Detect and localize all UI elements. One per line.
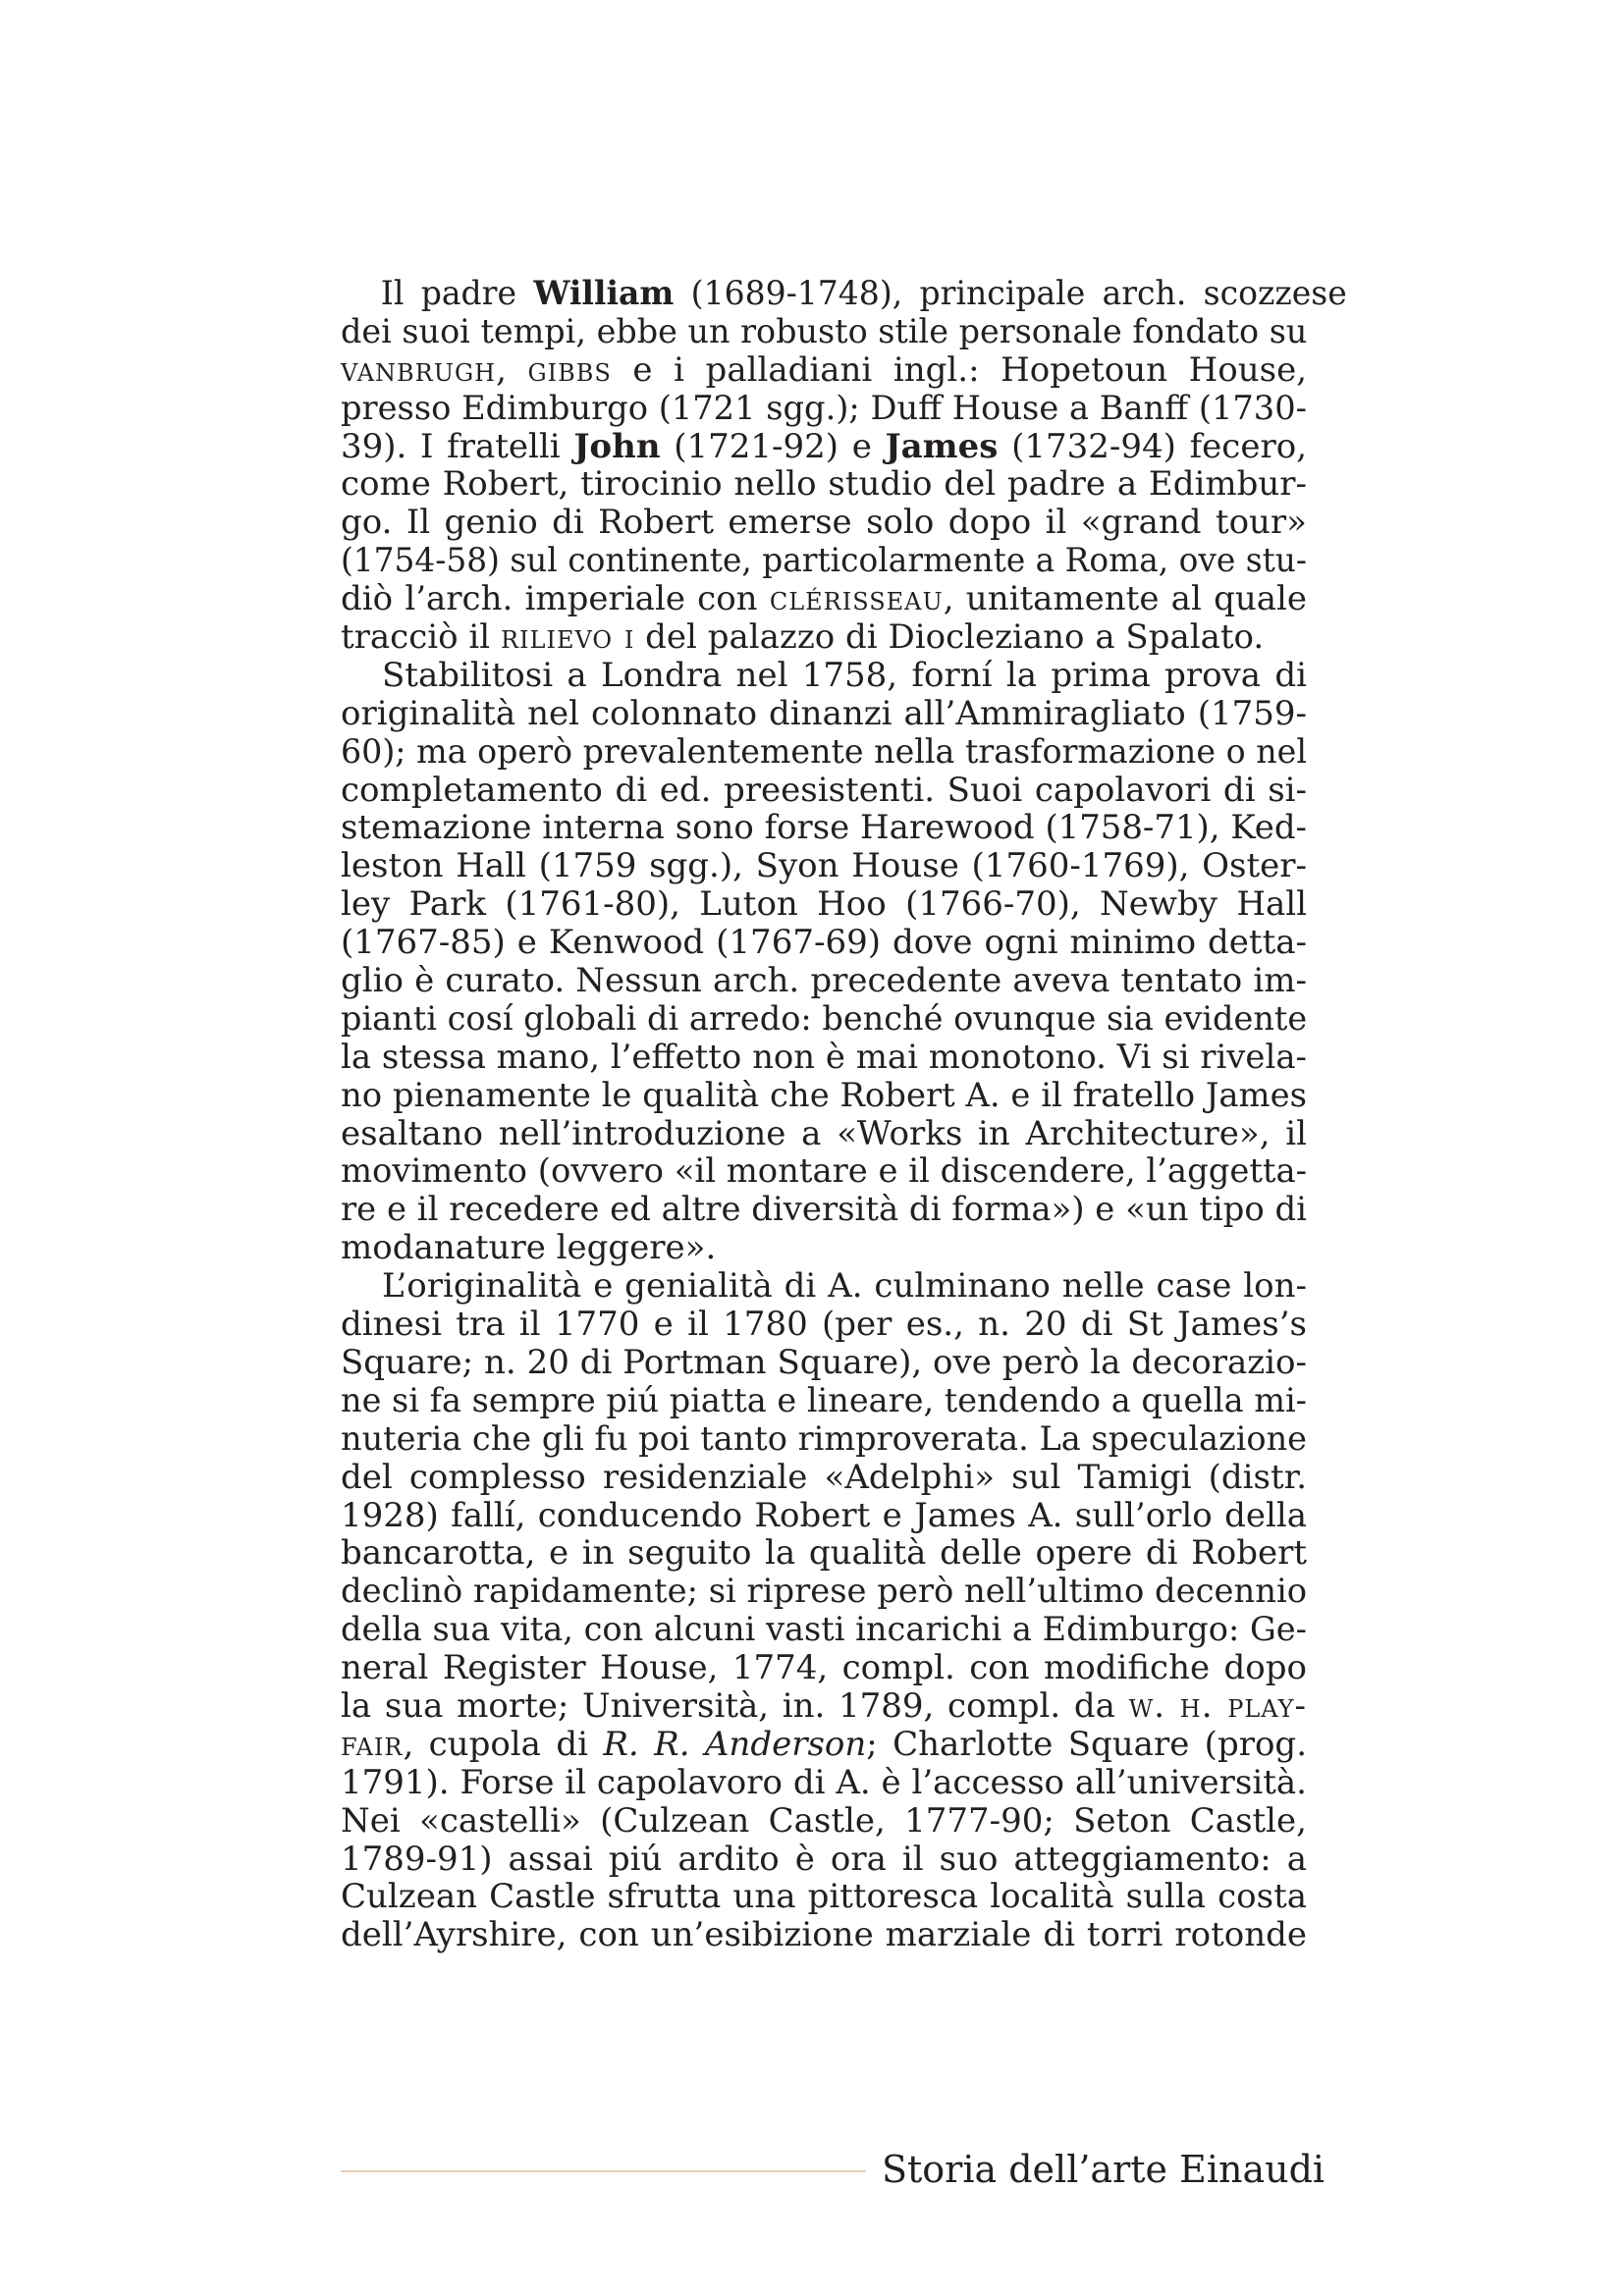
- text-line: [341, 504, 1307, 542]
- text-run: come Robert, tirocinio nello studio del padre a Edimbur-: [341, 464, 1307, 505]
- body-text: [341, 274, 1347, 1955]
- text-run: Culzean Castle sfrutta una pittoresca località sulla costa: [341, 1877, 1307, 1917]
- text-run: (1754-58) sul continente, particolarmente a Roma, ove stu-: [341, 541, 1307, 581]
- text-run: , cupola di: [403, 1724, 604, 1764]
- text-line: [341, 542, 1307, 580]
- text-run: del palazzo di Diocleziano a Spalato.: [634, 617, 1265, 658]
- text-line: [341, 1611, 1307, 1649]
- text-run: (1767-85) e Kenwood (1767-69) dove ogni minimo detta-: [341, 923, 1307, 963]
- text-run: modanature leggere».: [341, 1228, 717, 1268]
- small-caps-name: fair: [341, 1724, 404, 1764]
- text-line: [341, 428, 1307, 466]
- text-run: no pienamente le qualità che Robert A. e il fratello James: [341, 1075, 1308, 1115]
- text-run: 60); ma operò prevalentemente nella trasformazione o nel: [341, 731, 1307, 772]
- text-run: Nei «castelli» (Culzean Castle, 1777-90; Seton Castle,: [341, 1800, 1307, 1841]
- text-line: [341, 1649, 1307, 1687]
- text-run: Square; n. 20 di Portman Square), ove però la decorazio-: [341, 1342, 1307, 1382]
- bold-name: William: [533, 274, 675, 313]
- text-line: [341, 1152, 1307, 1191]
- text-run: tracciò il: [341, 617, 501, 658]
- italic-name: R. R. Anderson: [603, 1724, 867, 1764]
- text-line: [341, 1687, 1307, 1726]
- text-line: [341, 275, 1347, 313]
- small-caps-name: vanbrugh: [341, 349, 497, 390]
- text-run: leston Hall (1759 sgg.), Syon House (1760-1769), Oster-: [341, 846, 1307, 886]
- text-run: dei suoi tempi, ebbe un robusto stile personale fondato su: [341, 311, 1308, 351]
- text-run: , unitamente al quale: [943, 579, 1307, 619]
- text-line: [341, 809, 1307, 847]
- text-line: [341, 1764, 1307, 1802]
- text-line: [341, 924, 1307, 962]
- text-run: esaltano nell’introduzione a «Works in Architecture», il: [341, 1113, 1307, 1153]
- text-line: [341, 772, 1307, 810]
- text-run: pianti cosí globali di arredo: benché ovunque sia evidente: [341, 998, 1308, 1039]
- text-line: [341, 1382, 1307, 1420]
- text-line: [341, 1344, 1307, 1382]
- text-line: [341, 1802, 1307, 1841]
- text-line: [341, 1267, 1307, 1306]
- text-run: Il padre: [380, 274, 534, 313]
- text-run: dell’Ayrshire, con un’esibizione marziale di torri rotonde: [341, 1915, 1307, 1955]
- small-caps-name: w. h. play-: [1128, 1685, 1307, 1726]
- text-line: [341, 847, 1307, 885]
- text-line: [341, 1000, 1307, 1039]
- small-caps-name: rilievo i: [500, 617, 635, 658]
- text-line: [341, 1077, 1307, 1115]
- text-run: diò l’arch. imperiale con: [341, 579, 770, 619]
- text-line: [341, 1306, 1307, 1344]
- text-line: [341, 1497, 1307, 1535]
- text-run: 1791). Forse il capolavoro di A. è l’accesso all’università.: [341, 1762, 1307, 1802]
- text-line: [341, 618, 1307, 657]
- text-line: [341, 1878, 1307, 1916]
- footer-title: Storia dell’arte Einaudi: [882, 2148, 1325, 2191]
- text-line: [341, 390, 1307, 428]
- text-line: [341, 962, 1307, 1000]
- text-run: L’originalità e genialità di A. culminano nelle case lon-: [382, 1266, 1307, 1307]
- text-line: [341, 1191, 1307, 1229]
- text-line: [341, 1459, 1307, 1497]
- bold-name: James: [885, 426, 999, 466]
- text-line: [341, 1534, 1307, 1573]
- text-run: neral Register House, 1774, compl. con modifiche dopo: [341, 1648, 1307, 1688]
- text-run: ley Park (1761-80), Luton Hoo (1766-70), Newby Hall: [341, 884, 1307, 925]
- text-line: [341, 465, 1307, 504]
- text-run: del complesso residenziale «Adelphi» sul Tamigi (distr.: [341, 1457, 1307, 1497]
- text-run: ne si fa sempre piú piatta e lineare, tendendo a quella mi-: [341, 1380, 1307, 1420]
- bold-name: John: [573, 426, 661, 466]
- small-caps-name: clérisseau: [769, 579, 944, 619]
- text-run: bancarotta, e in seguito la qualità delle opere di Robert: [341, 1533, 1307, 1574]
- text-line: [341, 580, 1307, 618]
- text-line: [341, 1115, 1307, 1153]
- text-line: [341, 1229, 1307, 1267]
- text-run: ,: [496, 349, 528, 390]
- text-run: 1789-91) assai piú ardito è ora il suo atteggiamento: a: [341, 1839, 1307, 1879]
- text-run: la sua morte; Università, in. 1789, compl. da: [341, 1685, 1129, 1726]
- text-run: stemazione interna sono forse Harewood (1758-71), Ked-: [341, 808, 1307, 848]
- text-run: ; Charlotte Square (prog.: [866, 1724, 1308, 1764]
- text-run: glio è curato. Nessun arch. precedente aveva tentato im-: [341, 961, 1307, 1001]
- text-run: la stessa mano, l’effetto non è mai monotono. Vi si rivela-: [341, 1037, 1307, 1077]
- text-line: [341, 351, 1307, 390]
- text-run: (1721-92) e: [660, 426, 886, 466]
- text-run: (1732-94) fecero,: [998, 426, 1307, 466]
- text-run: declinò rapidamente; si riprese però nell’ultimo decennio: [341, 1572, 1308, 1612]
- text-run: movimento (ovvero «il montare e il discendere, l’aggetta-: [341, 1151, 1308, 1192]
- text-run: Stabilitosi a Londra nel 1758, forní la prima prova di: [382, 655, 1307, 695]
- text-line: [341, 1726, 1307, 1764]
- text-line: [341, 885, 1307, 924]
- text-run: re e il recedere ed altre diversità di forma») e «un tipo di: [341, 1190, 1307, 1230]
- text-line: [341, 695, 1307, 733]
- text-run: (1689-1748), principale arch. scozzese: [674, 274, 1347, 313]
- text-run: 1928) fallí, conducendo Robert e James A. sull’orlo della: [341, 1495, 1307, 1535]
- text-line: [341, 1841, 1307, 1879]
- text-line: [341, 657, 1307, 695]
- text-run: della sua vita, con alcuni vasti incarichi a Edimburgo: Ge-: [341, 1610, 1307, 1650]
- text-run: 39). I fratelli: [341, 426, 574, 466]
- text-line: [341, 313, 1307, 351]
- text-line: [341, 1420, 1307, 1459]
- text-run: go. Il genio di Robert emerse solo dopo il «grand tour»: [341, 503, 1307, 543]
- text-run: nuteria che gli fu poi tanto rimproverata. La speculazione: [341, 1418, 1307, 1459]
- footer-rule: [341, 2170, 866, 2172]
- text-run: originalità nel colonnato dinanzi all’Ammiragliato (1759-: [341, 693, 1307, 733]
- text-run: dinesi tra il 1770 e il 1780 (per es., n. 20 di St James’s: [341, 1305, 1307, 1345]
- text-run: presso Edimburgo (1721 sgg.); Duff House a Banff (1730-: [341, 388, 1307, 428]
- small-caps-name: gibbs: [527, 349, 612, 390]
- text-run: completamento di ed. preesistenti. Suoi capolavori di si-: [341, 770, 1307, 810]
- text-line: [341, 733, 1307, 772]
- text-line: [341, 1916, 1307, 1954]
- text-run: e i palladiani ingl.: Hopetoun House,: [611, 349, 1308, 390]
- text-line: [341, 1039, 1307, 1077]
- text-line: [341, 1573, 1307, 1611]
